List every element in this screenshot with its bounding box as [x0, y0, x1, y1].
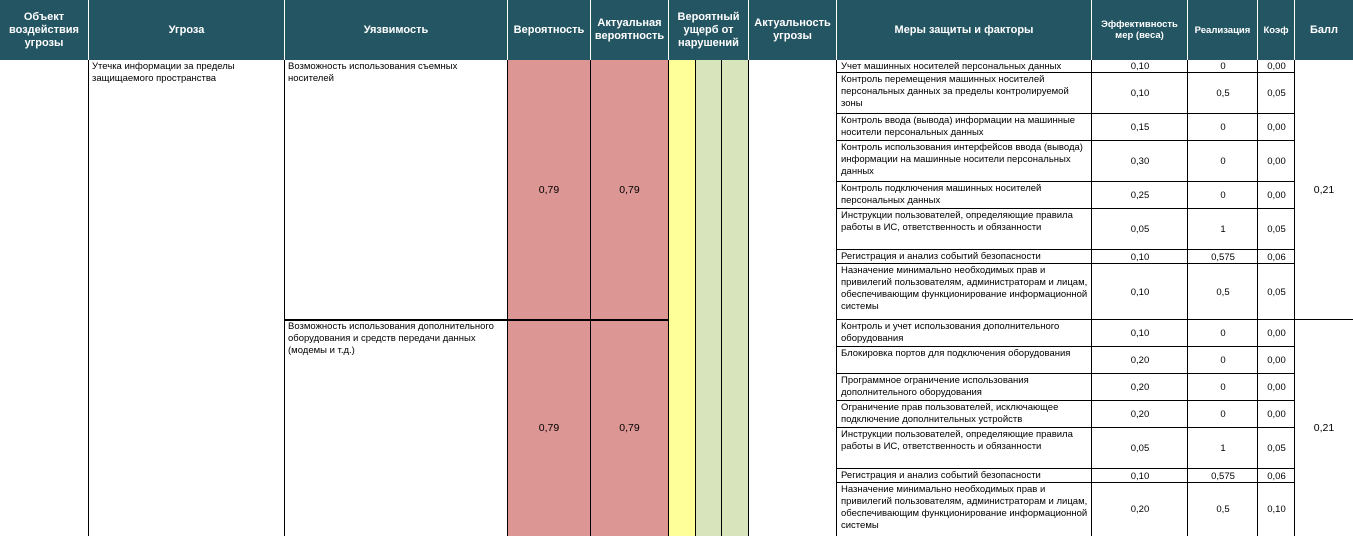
- measure-name: Контроль перемещения машинных носителей персональных данных за пределы контролируемой зоны: [841, 74, 1069, 109]
- measure-weight: 0,20: [1130, 382, 1150, 393]
- damage-cell-2: [696, 60, 722, 536]
- measure-realization: 0: [1220, 328, 1226, 339]
- measure-weight: 0,05: [1130, 224, 1150, 235]
- measure-coef: 0,00: [1267, 190, 1286, 201]
- measure-name: Инструкции пользователей, определяющие правила работы в ИС, ответственность и обязанности: [841, 210, 1073, 233]
- header-threat: Угроза: [89, 0, 285, 60]
- measure-name: Ограничение прав пользователей, исключающее подключение дополнительных устройств: [841, 402, 1059, 425]
- measure-coef: 0,00: [1267, 122, 1286, 133]
- measure-coef: 0,06: [1267, 251, 1286, 263]
- measure-coef: 0,00: [1267, 382, 1286, 393]
- threat-cell: Утечка информации за пределы защищаемого пространства: [92, 61, 235, 84]
- measure-coef: 0,06: [1267, 470, 1286, 482]
- header-damage: Вероятный ущерб от нарушений: [669, 0, 749, 60]
- measure-coef: 0,05: [1267, 286, 1286, 298]
- header-efficiency: Эффективность мер (веса): [1092, 0, 1188, 60]
- measure-realization: 0: [1220, 156, 1226, 167]
- measure-realization: 0,575: [1211, 470, 1235, 482]
- header-coef: Коэф: [1258, 0, 1295, 60]
- measure-coef: 0,10: [1267, 504, 1286, 515]
- measure-realization: 0,575: [1211, 251, 1235, 263]
- measure-realization: 0,5: [1216, 504, 1230, 515]
- actuality-cell: [749, 60, 837, 536]
- header-object: Объект воздействия угрозы: [0, 0, 89, 60]
- measure-coef: 0,05: [1267, 443, 1286, 454]
- measure-name: Регистрация и анализ событий безопасности: [841, 251, 1041, 262]
- measure-name: Программное ограничение использования дополнительного оборудования: [841, 375, 1029, 398]
- damage-cell-1: [669, 60, 696, 536]
- measure-weight: 0,20: [1130, 504, 1150, 515]
- measure-realization: 0: [1220, 409, 1226, 420]
- actual-probability-1: 0,79: [591, 60, 669, 320]
- measure-name: Контроль использования интерфейсов ввода (вывода) информации на машинные носители персональных данных: [841, 142, 1083, 177]
- measure-coef: 0,00: [1267, 156, 1286, 167]
- measure-realization: 0: [1220, 382, 1226, 393]
- probability-2: 0,79: [508, 320, 591, 536]
- measure-realization: 0: [1220, 355, 1226, 366]
- header-actuality: Актуальность угрозы: [749, 0, 837, 60]
- measure-weight: 0,05: [1130, 443, 1150, 454]
- measure-weight: 0,20: [1130, 409, 1150, 420]
- measure-weight: 0,25: [1130, 190, 1150, 201]
- header-actual-probability: Актуальная вероятность: [591, 0, 669, 60]
- measure-weight: 0,10: [1130, 61, 1150, 72]
- measure-name: Контроль подключения машинных носителей персональных данных: [841, 183, 1042, 206]
- measure-realization: 1: [1220, 224, 1226, 235]
- measure-realization: 0: [1220, 122, 1226, 133]
- header-score: Балл: [1295, 0, 1353, 60]
- measure-name: Инструкции пользователей, определяющие правила работы в ИС, ответственность и обязанности: [841, 429, 1073, 452]
- measure-coef: 0,05: [1267, 224, 1286, 235]
- measure-name: Контроль ввода (вывода) информации на машинные носители персональных данных: [841, 115, 1076, 138]
- measure-coef: 0,05: [1267, 88, 1286, 99]
- measure-weight: 0,10: [1130, 88, 1150, 99]
- measure-weight: 0,10: [1130, 286, 1150, 298]
- measure-weight: 0,10: [1130, 251, 1150, 263]
- measure-coef: 0,00: [1267, 355, 1286, 366]
- measure-realization: 0: [1220, 190, 1226, 201]
- measure-realization: 0,5: [1216, 88, 1230, 99]
- measure-coef: 0,00: [1267, 328, 1286, 339]
- vulnerability-2: Возможность использования дополнительного оборудования и средств передачи данных (модемы и т.д.): [288, 321, 494, 356]
- measure-weight: 0,15: [1130, 122, 1150, 133]
- header-measures: Меры защиты и факторы: [837, 0, 1092, 60]
- measure-weight: 0,10: [1130, 328, 1150, 339]
- vulnerability-1: Возможность использования съемных носителей: [288, 61, 458, 84]
- damage-cell-3: [722, 60, 749, 536]
- probability-1: 0,79: [508, 60, 591, 320]
- measure-realization: 0: [1220, 61, 1226, 72]
- score-1: 0,21: [1313, 184, 1335, 196]
- measure-name: Назначение минимально необходимых прав и привилегий пользователям, администраторам и лицам, обеспечивающим функционирование информационной системы: [841, 484, 1088, 531]
- score-2: 0,21: [1313, 422, 1335, 434]
- measure-weight: 0,30: [1130, 156, 1150, 167]
- header-probability: Вероятность: [508, 0, 591, 60]
- measure-realization: 0,5: [1216, 286, 1230, 298]
- header-vulnerability: Уязвимость: [285, 0, 508, 60]
- header-realization: Реализация: [1188, 0, 1258, 60]
- measure-name: Контроль и учет использования дополнительного оборудования: [841, 321, 1060, 344]
- measure-coef: 0,00: [1267, 409, 1286, 420]
- measure-weight: 0,10: [1130, 470, 1150, 482]
- measure-coef: 0,00: [1267, 61, 1286, 72]
- measure-realization: 1: [1220, 443, 1226, 454]
- measure-weight: 0,20: [1130, 355, 1150, 366]
- measure-name: Назначение минимально необходимых прав и привилегий пользователям, администраторам и лицам, обеспечивающим функционирование информационной системы: [841, 265, 1088, 312]
- measure-name: Блокировка портов для подключения оборудования: [841, 348, 1071, 359]
- actual-probability-2: 0,79: [591, 320, 669, 536]
- measure-name: Регистрация и анализ событий безопасности: [841, 470, 1041, 481]
- measure-name: Учет машинных носителей персональных данных: [841, 61, 1062, 72]
